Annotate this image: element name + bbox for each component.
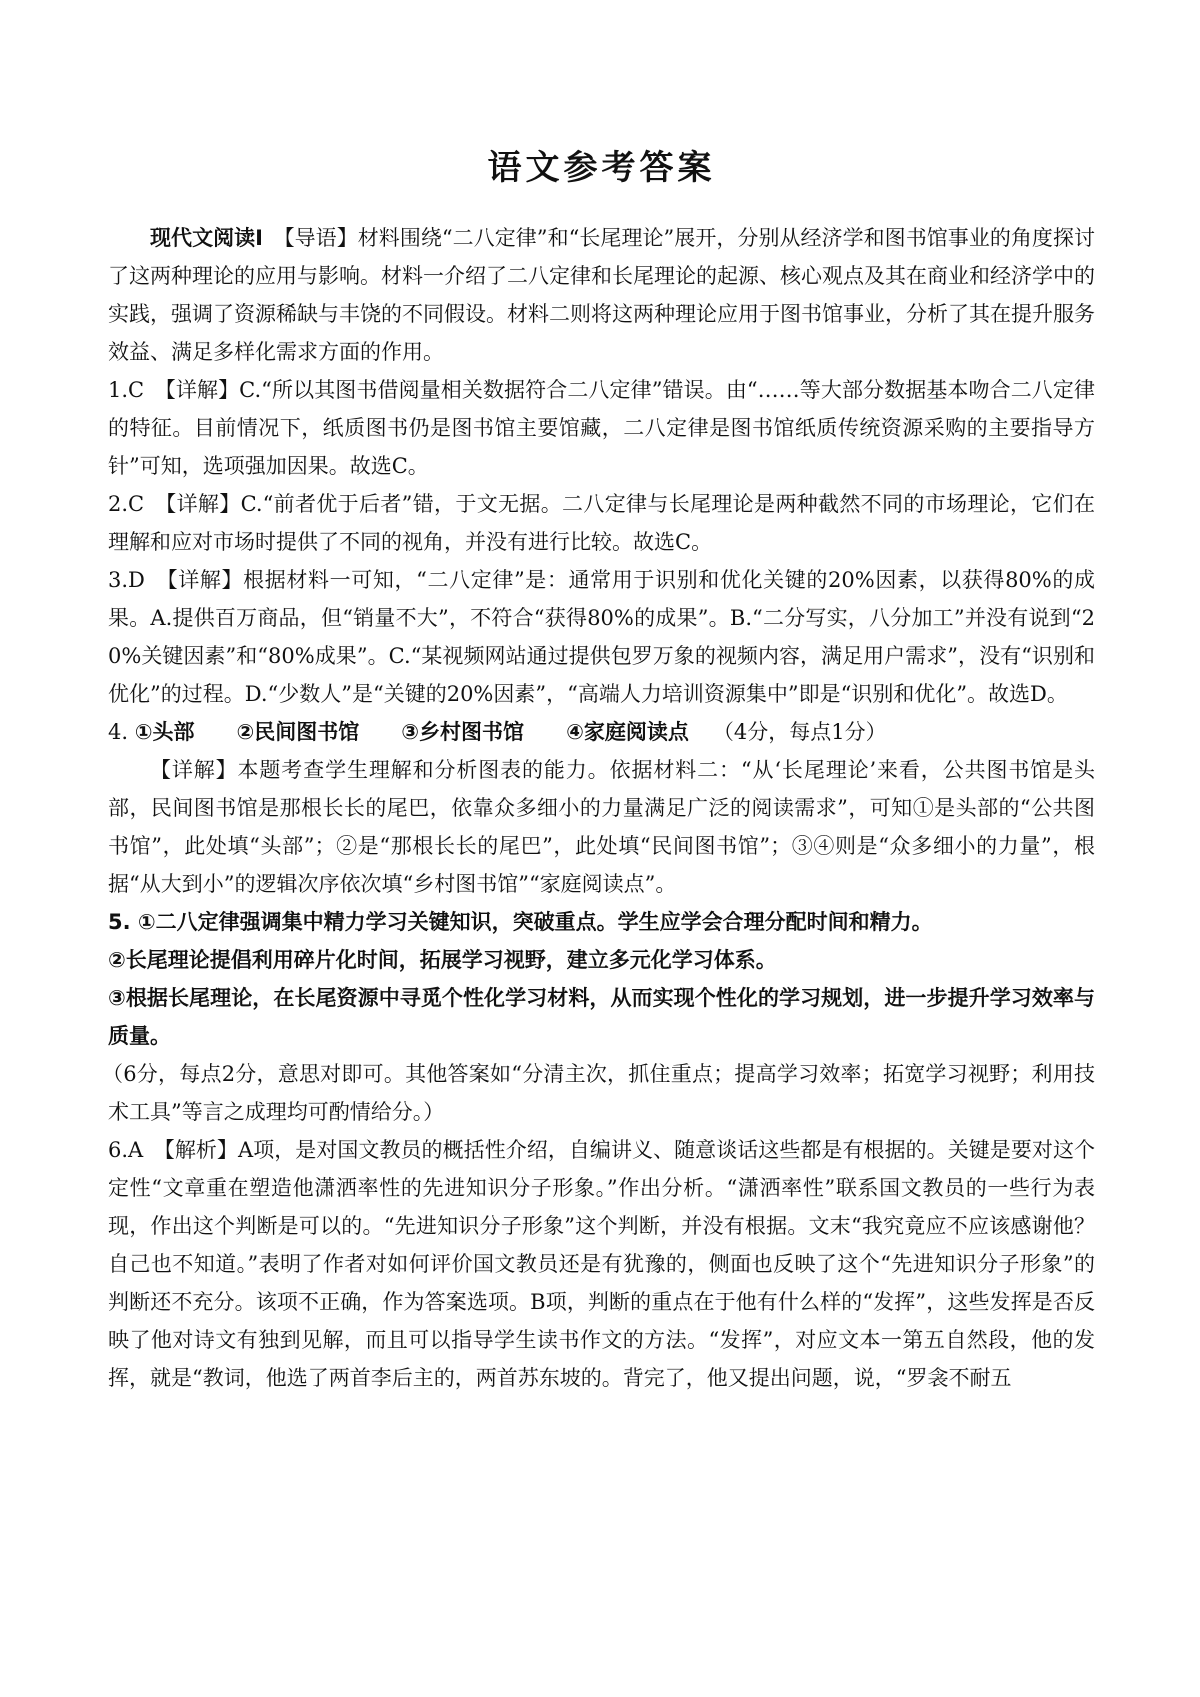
answer-q1: 1.C 【详解】C.“所以其图书借阅量相关数据符合二八定律”错误。由“……等大部分数据基本吻合二八定律的特征。目前情况下，纸质图书仍是图书馆主要馆藏，二八定律是图书馆纸质传统资源采购的主要指导方针”可知，选项强加因果。故选C。 bbox=[108, 378, 1095, 478]
q4-detail: 【详解】本题考查学生理解和分析图表的能力。依据材料二：“从‘长尾理论’来看，公共图书馆是头部，民间图书馆是那根长长的尾巴，依靠众多细小的力量满足广泛的阅读需求”，可知①是头部的“公共图书馆”，此处填“头部”；②是“那根长长的尾巴”，此处填“民间图书馆”；③④则是“众多细小的力量”，根据“从大到小”的逻辑次序依次填“乡村图书馆”“家庭阅读点”。 bbox=[108, 758, 1095, 896]
q4-answer-3: ③乡村图书馆 bbox=[401, 720, 525, 744]
intro-paragraph bbox=[108, 219, 1095, 371]
answer-q4 bbox=[108, 713, 1095, 751]
q4-answer-2: ②民间图书馆 bbox=[236, 720, 360, 744]
q4-score-note: （4分，每点1分） bbox=[712, 720, 887, 744]
intro-text: 【导语】材料围绕“二八定律”和“长尾理论”展开，分别从经济学和图书馆事业的角度探讨了这两种理论的应用与影响。材料一介绍了二八定律和长尾理论的起源、核心观点及其在商业和经济学中的实践，强调了资源稀缺与丰饶的不同假设。材料二则将这两种理论应用于图书馆事业，分析了其在提升服务效益、满足多样化需求方面的作用。 bbox=[108, 226, 1095, 364]
q4-number: 4. bbox=[108, 720, 135, 744]
answer-q3: 3.D 【详解】根据材料一可知，“二八定律”是：通常用于识别和优化关键的20%因素，以获得80%的成果。A.提供百万商品，但“销量不大”，不符合“获得80%的成果”。B.“二分写实，八分加工”并没有说到“20%关键因素”和“80%成果”。C.“某视频网站通过提供包罗万象的视频内容，满足用户需求”，没有“识别和优化”的过程。D.“少数人”是“关键的20%因素”，“高端人力培训资源集中”即是“识别和优化”。故选D。 bbox=[108, 568, 1095, 706]
q5-scoring-note: （6分，每点2分，意思对即可。其他答案如“分清主次，抓住重点；提高学习效率；拓宽学习视野；利用技术工具”等言之成理均可酌情给分。） bbox=[102, 1062, 1095, 1124]
section-label: 现代文阅读Ⅰ bbox=[150, 226, 264, 250]
q5-point-1: 5. ①二八定律强调集中精力学习关键知识，突破重点。学生应学会合理分配时间和精力。 bbox=[108, 910, 933, 934]
page-title: 语文参考答案 bbox=[487, 148, 716, 188]
q5-point-3: ③根据长尾理论，在长尾资源中寻觅个性化学习材料，从而实现个性化的学习规划，进一步提升学习效率与质量。 bbox=[108, 986, 1095, 1048]
q4-answer-1: ①头部 bbox=[134, 720, 195, 744]
answer-q2: 2.C 【详解】C.“前者优于后者”错，于文无据。二八定律与长尾理论是两种截然不同的市场理论，它们在理解和应对市场时提供了不同的视角，并没有进行比较。故选C。 bbox=[108, 492, 1095, 554]
q5-point-2: ②长尾理论提倡利用碎片化时间，拓展学习视野，建立多元化学习体系。 bbox=[108, 948, 777, 972]
answer-q6: 6.A 【解析】A项，是对国文教员的概括性介绍，自编讲义、随意谈话这些都是有根据的。关键是要对这个定性“文章重在塑造他潇洒率性的先进知识分子形象。”作出分析。“潇洒率性”联系国文教员的一些行为表现，作出这个判断是可以的。“先进知识分子形象”这个判断，并没有根据。文末“我究竟应不应该感谢他？自己也不知道。”表明了作者对如何评价国文教员还是有犹豫的，侧面也反映了这个“先进知识分子形象”的判断还不充分。该项不正确，作为答案选项。B项，判断的重点在于他有什么样的“发挥”，这些发挥是否反映了他对诗文有独到见解，而且可以指导学生读书作文的方法。“发挥”，对应文本一第五自然段，他的发挥，就是“教词，他选了两首李后主的，两首苏东坡的。背完了，他又提出问题，说，“罗衾不耐五 bbox=[108, 1138, 1095, 1390]
q4-answer-4: ④家庭阅读点 bbox=[566, 720, 689, 744]
